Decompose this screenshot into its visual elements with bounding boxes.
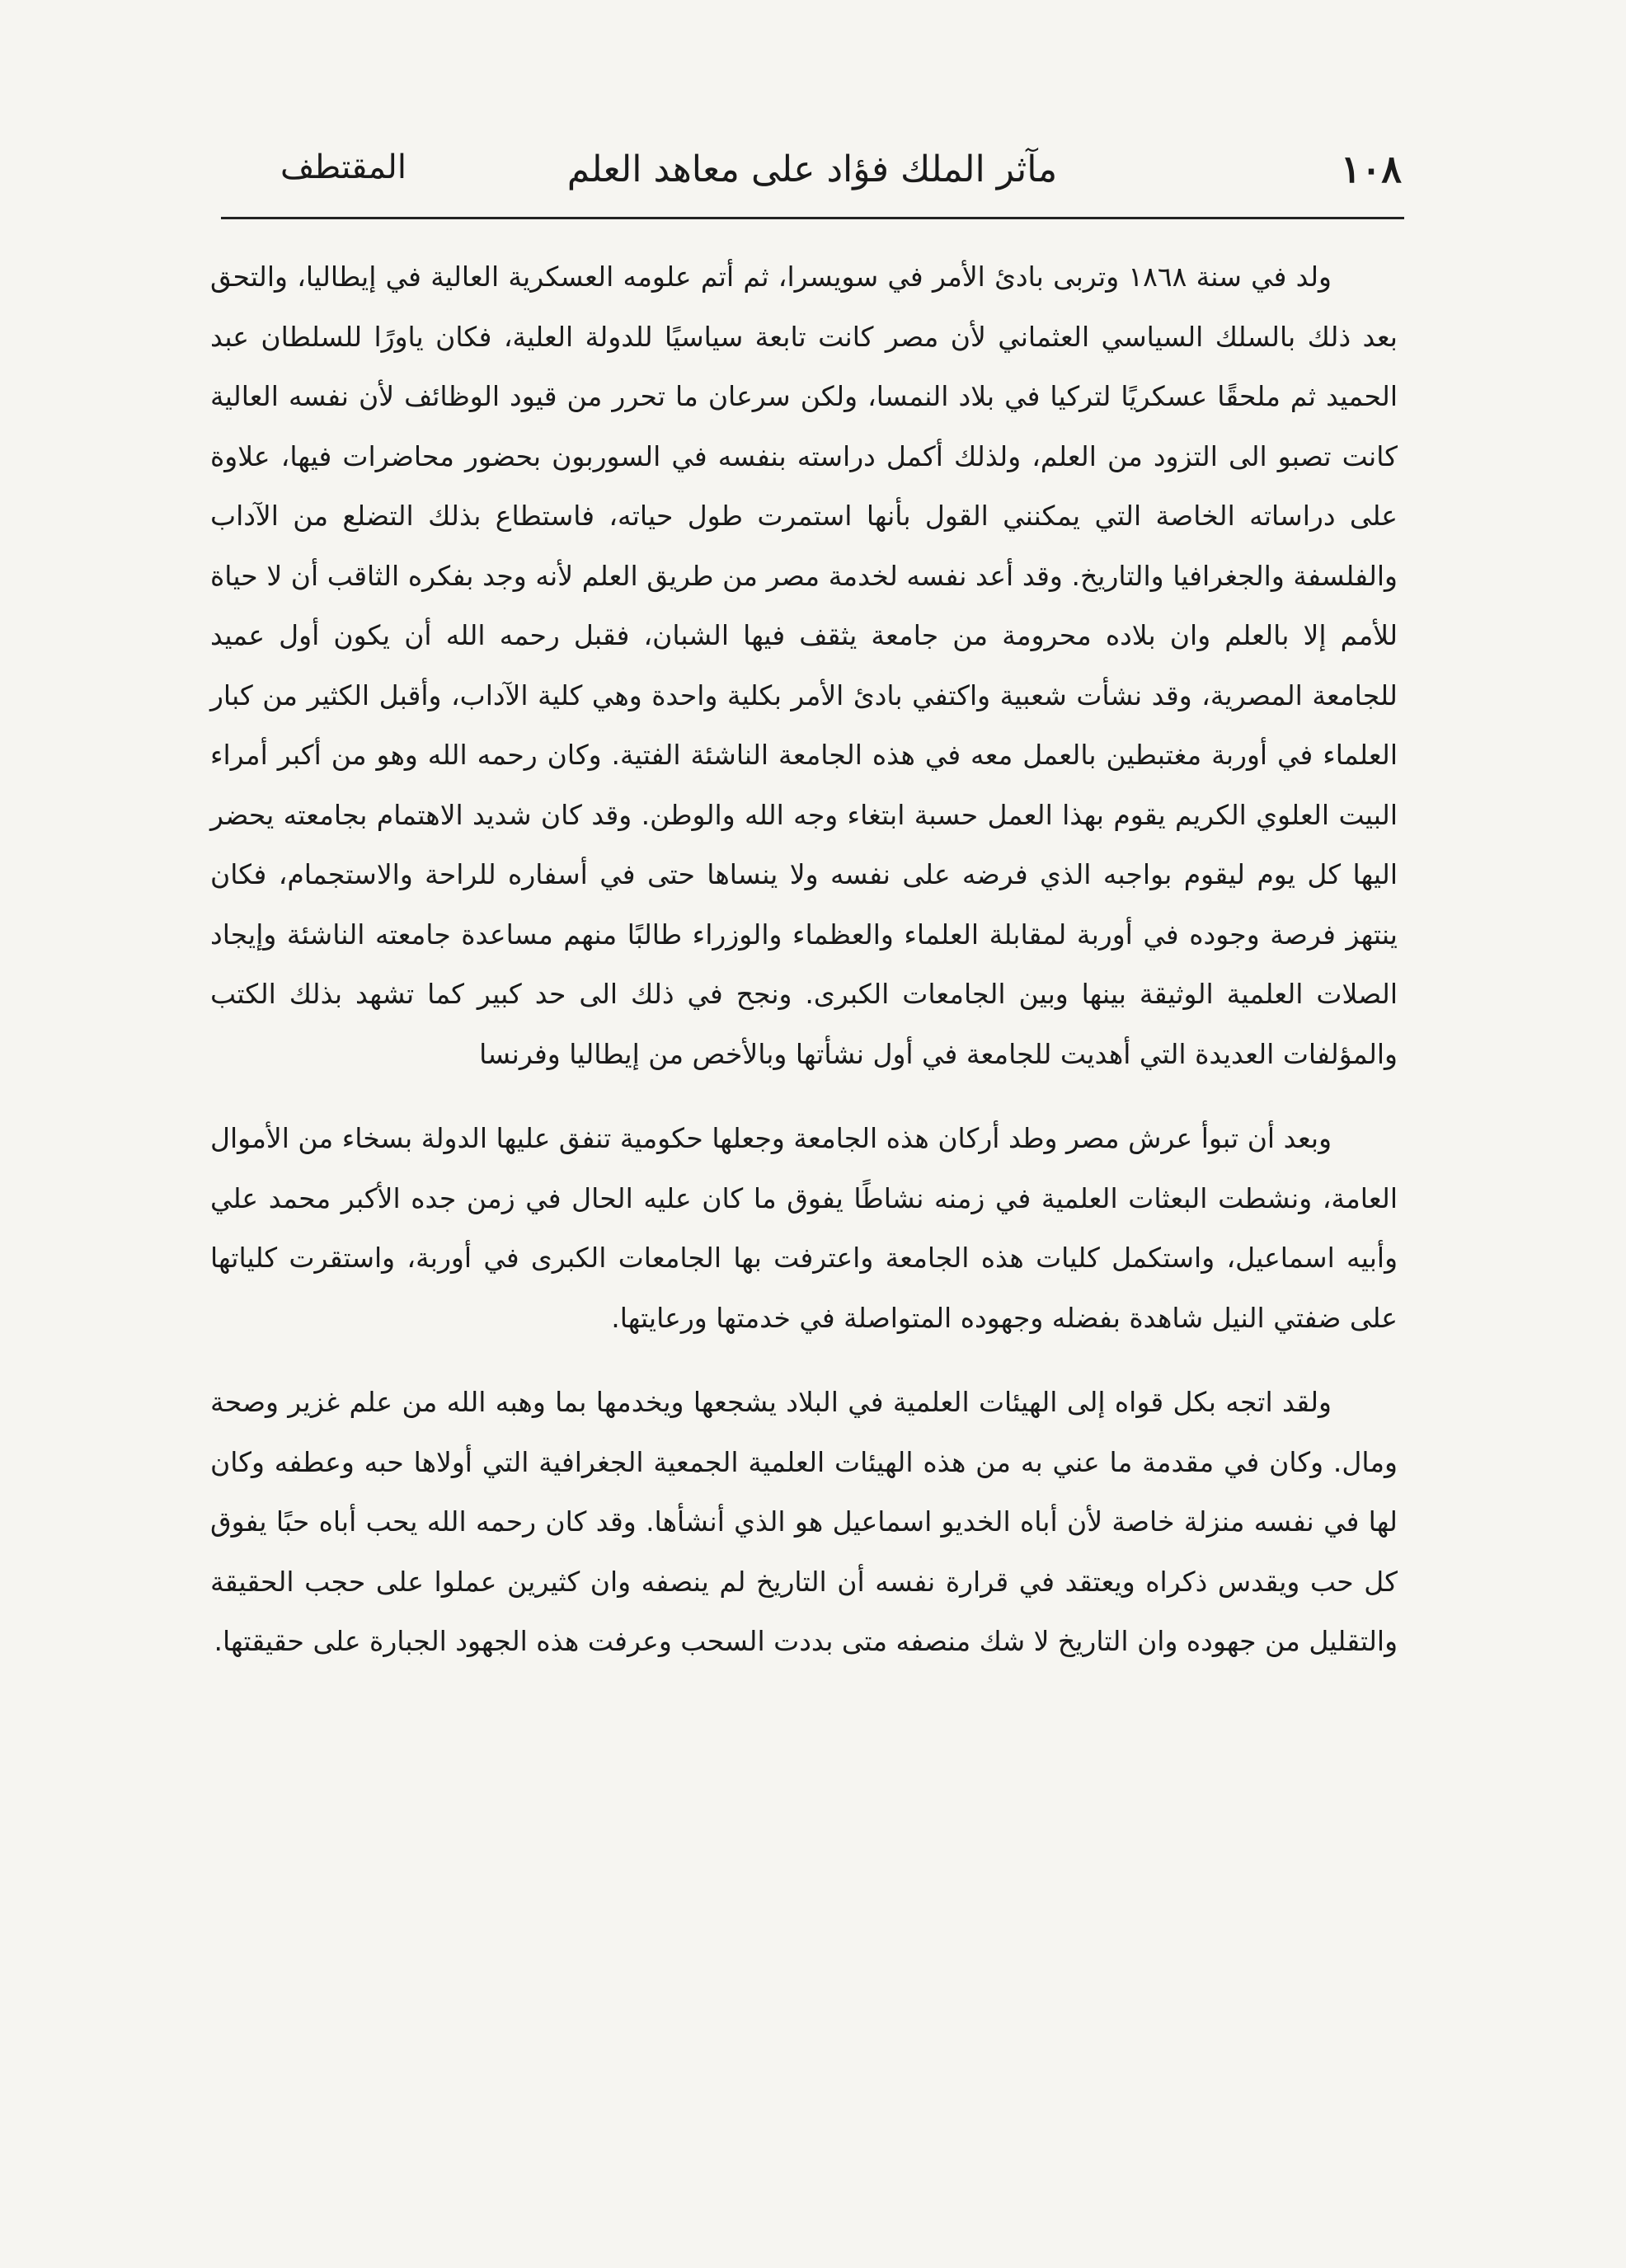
paragraph-3: ولقد اتجه بكل قواه إلى الهيئات العلمية في البلاد يشجعها ويخدمها بما وهبه الله من علم غزير وصحة ومال. وكان في مقدمة ما عني به من هذه الهيئات العلمية الجمعية الجغرافية التي أولاها حبه وعطفه وكان لها في نفسه منزلة خاصة لأن أباه الخديو اسماعيل هو الذي أنشأها. وقد كان رحمه الله يحب أباه حبًا يفوق كل حب ويقدس ذكراه ويعتقد في قرارة نفسه أن التاريخ لم ينصفه وان كثيرين عملوا على حجب الحقيقة والتقليل من جهوده وان التاريخ لا شك منصفه متى بددت السحب وعرفت هذه الجهود الجبارة على حقيقتها. [210,1386,1398,1657]
paragraph-1: ولد في سنة ١٨٦٨ وتربى بادئ الأمر في سويسرا، ثم أتم علومه العسكرية العالية في إيطاليا، والتحق بعد ذلك بالسلك السياسي العثماني لأن مصر كانت تابعة سياسيًا للدولة العلية، فكان ياورًا للسلطان عبد الحميد ثم ملحقًا عسكريًا لتركيا في بلاد النمسا، ولكن سرعان ما تحرر من قيود الوظائف لأن نفسه العالية كانت تصبو الى التزود من العلم، ولذلك أكمل دراسته بنفسه في السوربون بحضور محاضرات فيها، علاوة على دراساته الخاصة التي يمكنني القول بأنها استمرت طول حياته، فاستطاع بذلك التضلع من الآداب والفلسفة والجغرافيا والتاريخ. وقد أعد نفسه لخدمة مصر من طريق العلم لأنه وجد بفكره الثاقب أن لا حياة للأمم إلا بالعلم وان بلاده محرومة من جامعة يثقف فيها الشبان، فقبل رحمه الله أن يكون أول عميد للجامعة المصرية، وقد نشأت شعبية واكتفي بادئ الأمر بكلية واحدة وهي كلية الآداب، وأقبل الكثير من كبار العلماء في أوربة مغتبطين بالعمل معه في هذه الجامعة الناشئة الفتية. وكان رحمه الله وهو من أكبر أمراء البيت العلوي الكريم يقوم بهذا العمل حسبة ابتغاء وجه الله والوطن. وقد كان شديد الاهتمام بجامعته يحضر اليها كل يوم ليقوم بواجبه الذي فرضه على نفسه ولا ينساها حتى في أسفاره للراحة والاستجمام، فكان ينتهز فرصة وجوده في أوربة لمقابلة العلماء والعظماء والوزراء طالبًا منهم مساعدة جامعته الناشئة وإيجاد الصلات العلمية الوثيقة بينها وبين الجامعات الكبرى. ونجح في ذلك الى حد كبير كما تشهد بذلك الكتب والمؤلفات العديدة التي أهديت للجامعة في أول نشأتها وبالأخص من إيطاليا وفرنسا [210,261,1398,1070]
header-rule [221,217,1404,219]
running-title: مآثر الملك فؤاد على معاهد العلم [566,148,1058,190]
page-number: ١٠٨ [1340,147,1402,191]
page-header [223,140,1402,214]
paragraph-2: وبعد أن تبوأ عرش مصر وطد أركان هذه الجامعة وجعلها حكومية تنفق عليها الدولة بسخاء من الأموال العامة، ونشطت البعثات العلمية في زمنه نشاطًا يفوق ما كان عليه الحال في زمن جده الأكبر محمد علي وأبيه اسماعيل، واستكمل كليات هذه الجامعة واعترفت بها الجامعات الكبرى في أوربة، واستقرت كلياتها على ضفتي النيل شاهدة بفضله وجهوده المتواصلة في خدمتها ورعايتها. [210,1122,1398,1334]
article-body [210,247,1398,1672]
journal-name: المقتطف [280,148,406,186]
